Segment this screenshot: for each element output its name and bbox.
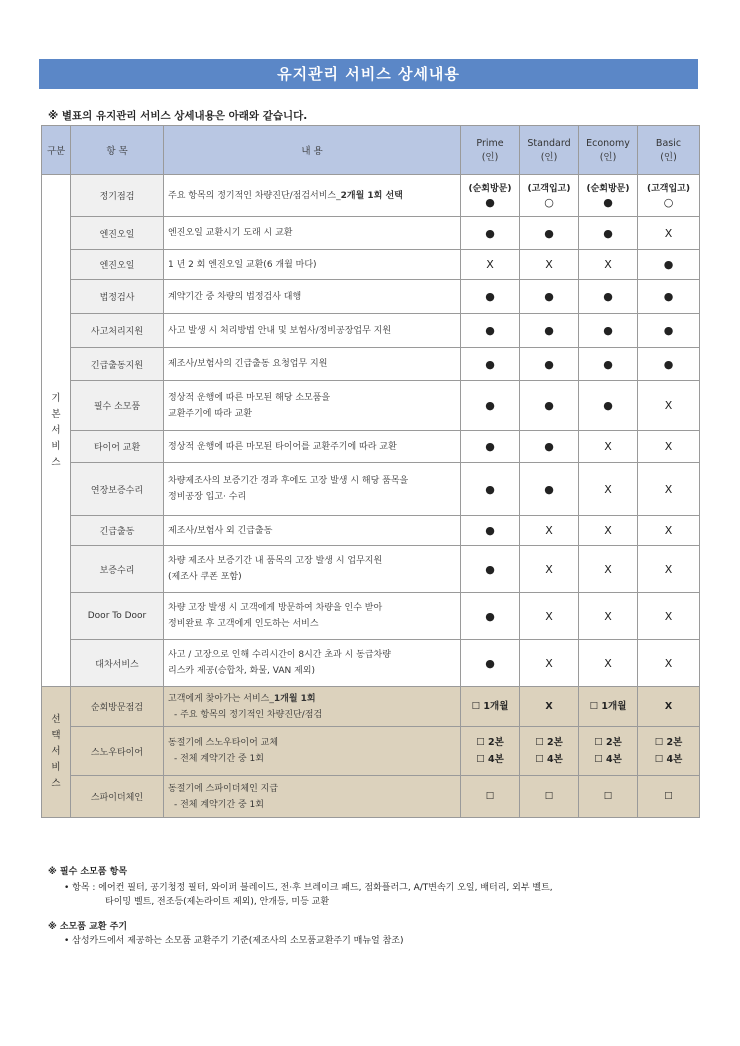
desc-line-2: 교환주기에 따라 교환 bbox=[168, 408, 252, 419]
option-mark: ☐ 4본 bbox=[654, 754, 683, 765]
value-mark: X bbox=[604, 482, 612, 496]
desc-line-2: 정비완료 후 고객에게 인도하는 서비스 bbox=[168, 619, 319, 629]
value-mark: ● bbox=[603, 196, 613, 209]
value-mark: X bbox=[604, 258, 612, 271]
row-description bbox=[164, 314, 461, 348]
table-row bbox=[42, 217, 700, 250]
plan-value bbox=[461, 217, 520, 250]
desc-text: 주요 항목의 정기적인 차량진단/점검서비스_ bbox=[168, 190, 341, 201]
value-mark: ● bbox=[544, 290, 554, 303]
plan-value bbox=[461, 546, 520, 593]
header-item: 항 목 bbox=[71, 126, 164, 175]
desc-line: 1 년 2 회 엔진오일 교환(6 개월 마다) bbox=[168, 259, 317, 270]
table-row bbox=[42, 381, 700, 431]
consumables-line: • 항목 : 에어컨 필터, 공기청정 필터, 와이퍼 블레이드, 전·후 브레이크 패드, 점화플러그, A/T변속기 오일, 배터리, 외부 벨트, bbox=[64, 883, 553, 893]
plan-value bbox=[579, 640, 638, 687]
value-mark: X bbox=[545, 656, 553, 670]
value-mark: ● bbox=[485, 524, 495, 537]
group-char: 서 bbox=[51, 424, 61, 436]
row-description bbox=[164, 280, 461, 314]
value-label: (고객입고) bbox=[646, 184, 690, 194]
value-mark: ● bbox=[603, 324, 613, 337]
desc-line: 차량 제조사 보증기간 내 품목의 고장 발생 시 업무지원 bbox=[168, 556, 383, 566]
consumables-section bbox=[48, 864, 553, 909]
value-mark: X bbox=[545, 609, 553, 623]
desc-line-2: - 전체 계약기간 중 1회 bbox=[174, 754, 264, 764]
option-mark: ☐ bbox=[544, 791, 554, 802]
plan-value bbox=[638, 348, 700, 381]
group-char: 비 bbox=[51, 762, 61, 773]
plan-value bbox=[461, 640, 520, 687]
plan-value bbox=[638, 175, 700, 217]
value-mark: X bbox=[664, 524, 673, 537]
cycle-section bbox=[48, 919, 404, 948]
group-char: 선 bbox=[51, 714, 61, 725]
plan-value bbox=[579, 516, 638, 546]
plan-value bbox=[461, 250, 520, 280]
value-mark: ● bbox=[485, 609, 495, 623]
table-row bbox=[42, 348, 700, 381]
header-plan-standard: Standard (인) bbox=[520, 126, 579, 175]
intro-note: ※ 별표의 유지관리 서비스 상세내용은 아래와 같습니다. bbox=[48, 110, 308, 122]
cycle-heading: ※ 소모품 교환 주기 bbox=[48, 922, 128, 932]
option-mark: ☐ bbox=[664, 791, 673, 802]
plan-value bbox=[461, 431, 520, 463]
group-char: 스 bbox=[51, 456, 61, 468]
value-mark: ● bbox=[485, 482, 495, 496]
plan-option bbox=[520, 727, 579, 776]
row-item: 필수 소모품 bbox=[71, 381, 164, 431]
row-description bbox=[164, 175, 461, 217]
option-mark: ☐ bbox=[603, 791, 613, 802]
plan-value bbox=[579, 546, 638, 593]
value-mark: ● bbox=[663, 357, 674, 371]
plan-value bbox=[638, 217, 700, 250]
value-label: (순회방문) bbox=[586, 184, 630, 194]
value-mark: ● bbox=[544, 482, 554, 496]
header-plan-prime: Prime (인) bbox=[461, 126, 520, 175]
desc-line: 차량 고장 발생 시 고객에게 방문하여 차량을 인수 받아 bbox=[168, 603, 383, 613]
desc-emphasis: 1개월 1회 bbox=[273, 693, 316, 704]
row-item: 사고처리지원 bbox=[71, 314, 164, 348]
desc-line: 정상적 운행에 따른 마모된 타이어를 교환주기에 따라 교환 bbox=[168, 441, 397, 452]
option-mark: ☐ 4본 bbox=[476, 754, 504, 765]
group-char: 기 bbox=[51, 392, 61, 404]
header-plan-basic: Basic (인) bbox=[638, 126, 700, 175]
plan-value bbox=[461, 348, 520, 381]
value-mark: ● bbox=[485, 399, 495, 412]
table-row bbox=[42, 463, 700, 516]
plan-option bbox=[579, 687, 638, 727]
plan-option bbox=[638, 727, 700, 776]
desc-line: 사고 발생 시 처리방법 안내 및 보험사/정비공장업무 지원 bbox=[168, 325, 392, 336]
value-mark: X bbox=[664, 609, 673, 623]
service-table bbox=[41, 125, 700, 818]
desc-emphasis: 2개월 1회 선택 bbox=[340, 190, 403, 201]
header-plan-economy: Economy (인) bbox=[579, 126, 638, 175]
plan-option bbox=[579, 727, 638, 776]
row-item: 긴급출동 bbox=[71, 516, 164, 546]
value-mark: X bbox=[604, 440, 612, 453]
desc-line bbox=[168, 691, 456, 707]
value-mark: ● bbox=[485, 440, 495, 453]
option-mark: ☐ 2본 bbox=[535, 737, 563, 748]
table-row bbox=[42, 516, 700, 546]
consumables-heading: ※ 필수 소모품 항목 bbox=[48, 867, 128, 877]
row-description bbox=[164, 687, 461, 727]
plan-value bbox=[520, 314, 579, 348]
header-desc: 내 용 bbox=[164, 126, 461, 175]
group-char: 비 bbox=[51, 440, 61, 452]
row-description bbox=[164, 250, 461, 280]
row-item: 엔진오일 bbox=[71, 250, 164, 280]
table-row bbox=[42, 727, 700, 776]
value-mark: X bbox=[664, 399, 673, 412]
plan-value bbox=[638, 640, 700, 687]
value-label: (순회방문) bbox=[468, 184, 512, 194]
row-description bbox=[164, 348, 461, 381]
plan-value bbox=[461, 280, 520, 314]
value-mark: ● bbox=[544, 440, 554, 453]
table-row bbox=[42, 640, 700, 687]
plan-value bbox=[461, 463, 520, 516]
value-mark: X bbox=[664, 562, 673, 576]
row-description bbox=[164, 546, 461, 593]
plan-value bbox=[520, 593, 579, 640]
plan-value bbox=[520, 463, 579, 516]
table-row bbox=[42, 593, 700, 640]
desc-line: 계약기간 중 차량의 법정검사 대행 bbox=[168, 291, 302, 302]
desc-line: 사고 / 고장으로 인해 수리시간이 8시간 초과 시 동급차량 bbox=[168, 650, 391, 660]
table-row bbox=[42, 431, 700, 463]
plan-value bbox=[520, 546, 579, 593]
value-mark: ● bbox=[485, 562, 495, 576]
row-item: 정기점검 bbox=[71, 175, 164, 217]
cycle-line: • 삼성카드에서 제공하는 소모품 교환주기 기준(제조사의 소모품교환주기 매뉴얼 참조) bbox=[64, 936, 404, 946]
group-select-service bbox=[42, 687, 71, 818]
row-item: 대차서비스 bbox=[71, 640, 164, 687]
plan-value bbox=[638, 431, 700, 463]
consumables-line-cont: 타이밍 벨트, 전조등(제논라이트 제외), 안개등, 미등 교환 bbox=[105, 897, 330, 907]
value-mark: ○ bbox=[663, 196, 674, 209]
row-item: 보증수리 bbox=[71, 546, 164, 593]
plan-option bbox=[579, 776, 638, 818]
plan-value bbox=[638, 280, 700, 314]
value-mark: ● bbox=[485, 656, 495, 670]
plan-value bbox=[520, 431, 579, 463]
desc-line: 차량제조사의 보증기간 경과 후에도 고장 발생 시 해당 품목을 bbox=[168, 476, 409, 486]
value-mark: ● bbox=[603, 399, 613, 412]
plan-option bbox=[461, 727, 520, 776]
header-group: 구분 bbox=[42, 126, 71, 175]
plan-option bbox=[461, 687, 520, 727]
table-row bbox=[42, 175, 700, 217]
row-description bbox=[164, 593, 461, 640]
table-header-row bbox=[42, 126, 700, 175]
value-mark: X bbox=[545, 524, 553, 537]
value-mark: ● bbox=[663, 290, 674, 303]
desc-line-2: - 전체 계약기간 중 1회 bbox=[174, 799, 264, 810]
value-mark: X bbox=[486, 258, 494, 271]
group-char: 스 bbox=[51, 778, 61, 789]
value-mark: X bbox=[664, 656, 673, 670]
group-basic-service bbox=[42, 175, 71, 687]
option-mark: ☐ 2본 bbox=[476, 737, 504, 748]
plan-value bbox=[520, 250, 579, 280]
group-char: 본 bbox=[51, 408, 61, 420]
desc-line: 제조사/보험사 외 긴급출동 bbox=[168, 525, 273, 536]
plan-value bbox=[638, 516, 700, 546]
plan-value bbox=[579, 463, 638, 516]
desc-line: 동절기에 스노우타이어 교체 bbox=[168, 738, 279, 748]
plan-value bbox=[579, 250, 638, 280]
value-mark: ● bbox=[544, 324, 554, 337]
row-item: Door To Door bbox=[71, 593, 164, 640]
value-mark: X bbox=[664, 440, 673, 453]
row-description bbox=[164, 431, 461, 463]
group-char: 서 bbox=[51, 746, 61, 757]
row-item: 스노우타이어 bbox=[71, 727, 164, 776]
table-row bbox=[42, 314, 700, 348]
plan-value bbox=[638, 593, 700, 640]
plan-value bbox=[461, 381, 520, 431]
value-mark: X bbox=[664, 226, 673, 240]
value-mark: X bbox=[664, 482, 673, 496]
table-row bbox=[42, 280, 700, 314]
value-mark: X bbox=[604, 562, 612, 576]
desc-line-2: 리스카 제공(승합차, 화물, VAN 제외) bbox=[168, 666, 315, 676]
plan-value bbox=[461, 175, 520, 217]
option-mark: X bbox=[664, 701, 673, 712]
plan-value bbox=[579, 381, 638, 431]
desc-line-2: (제조사 쿠폰 포함) bbox=[168, 572, 242, 582]
option-mark: X bbox=[545, 701, 553, 712]
desc-line-2: - 주요 항목의 정기적인 차량진단/점검 bbox=[174, 709, 323, 720]
plan-value bbox=[520, 381, 579, 431]
table-row bbox=[42, 546, 700, 593]
plan-value bbox=[638, 463, 700, 516]
table-row bbox=[42, 776, 700, 818]
value-mark: ● bbox=[485, 226, 495, 240]
table-row bbox=[42, 687, 700, 727]
plan-value bbox=[638, 546, 700, 593]
plan-value bbox=[520, 516, 579, 546]
plan-option bbox=[638, 687, 700, 727]
plan-value bbox=[638, 314, 700, 348]
value-mark: ● bbox=[544, 226, 554, 240]
desc-line bbox=[168, 188, 456, 204]
plan-value bbox=[461, 314, 520, 348]
value-mark: ● bbox=[485, 357, 495, 371]
desc-line: 제조사/보험사의 긴급출동 요청업무 지원 bbox=[168, 359, 328, 369]
option-mark: ☐ 4본 bbox=[594, 754, 622, 765]
value-mark: ● bbox=[485, 324, 495, 337]
plan-value bbox=[579, 431, 638, 463]
option-mark: ☐ bbox=[485, 791, 495, 802]
row-description bbox=[164, 463, 461, 516]
value-label: (고객입고) bbox=[527, 184, 571, 194]
plan-value bbox=[579, 593, 638, 640]
plan-value bbox=[461, 593, 520, 640]
option-mark: ☐ 1개월 bbox=[471, 701, 509, 712]
row-description bbox=[164, 727, 461, 776]
value-mark: X bbox=[604, 609, 612, 623]
plan-value bbox=[461, 516, 520, 546]
row-item: 연장보증수리 bbox=[71, 463, 164, 516]
row-item: 긴급출동지원 bbox=[71, 348, 164, 381]
value-mark: ● bbox=[663, 324, 674, 337]
plan-value bbox=[520, 280, 579, 314]
plan-value bbox=[520, 348, 579, 381]
plan-value bbox=[520, 175, 579, 217]
row-item: 스파이더체인 bbox=[71, 776, 164, 818]
plan-option bbox=[638, 776, 700, 818]
option-mark: ☐ 2본 bbox=[654, 737, 683, 748]
value-mark: ○ bbox=[544, 196, 554, 209]
value-mark: X bbox=[604, 656, 612, 670]
value-mark: ● bbox=[603, 226, 613, 240]
row-item: 법정검사 bbox=[71, 280, 164, 314]
row-description bbox=[164, 640, 461, 687]
plan-value bbox=[520, 640, 579, 687]
plan-value bbox=[520, 217, 579, 250]
row-description bbox=[164, 217, 461, 250]
desc-line: 동절기에 스파이더체인 지급 bbox=[168, 783, 279, 794]
row-item: 타이어 교환 bbox=[71, 431, 164, 463]
plan-option bbox=[520, 687, 579, 727]
plan-value bbox=[579, 217, 638, 250]
table-row bbox=[42, 250, 700, 280]
value-mark: ● bbox=[544, 399, 554, 412]
plan-value bbox=[579, 175, 638, 217]
option-mark: ☐ 2본 bbox=[594, 737, 622, 748]
row-description bbox=[164, 516, 461, 546]
group-char: 택 bbox=[51, 730, 61, 741]
plan-value bbox=[579, 280, 638, 314]
option-mark: ☐ 1개월 bbox=[589, 701, 627, 712]
plan-value bbox=[579, 314, 638, 348]
value-mark: ● bbox=[485, 290, 495, 303]
value-mark: X bbox=[604, 524, 612, 537]
row-item: 순회방문점검 bbox=[71, 687, 164, 727]
value-mark: X bbox=[545, 258, 553, 271]
desc-line: 엔진오일 교환시기 도래 시 교환 bbox=[168, 228, 293, 238]
plan-value bbox=[579, 348, 638, 381]
row-description bbox=[164, 776, 461, 818]
value-mark: ● bbox=[663, 258, 674, 271]
value-mark: X bbox=[545, 562, 553, 576]
option-mark: ☐ 4본 bbox=[535, 754, 563, 765]
plan-value bbox=[638, 381, 700, 431]
row-item: 엔진오일 bbox=[71, 217, 164, 250]
plan-option bbox=[520, 776, 579, 818]
value-mark: ● bbox=[485, 196, 495, 209]
row-description bbox=[164, 381, 461, 431]
value-mark: ● bbox=[603, 290, 613, 303]
value-mark: ● bbox=[544, 357, 554, 371]
desc-line: 정상적 운행에 따른 마모된 해당 소모품을 bbox=[168, 392, 331, 403]
desc-text: 고객에게 찾아가는 서비스_ bbox=[168, 693, 274, 704]
plan-value bbox=[638, 250, 700, 280]
desc-line-2: 정비공장 입고· 수리 bbox=[168, 492, 247, 502]
page-title: 유지관리 서비스 상세내용 bbox=[39, 59, 698, 89]
value-mark: ● bbox=[603, 357, 613, 371]
plan-option bbox=[461, 776, 520, 818]
